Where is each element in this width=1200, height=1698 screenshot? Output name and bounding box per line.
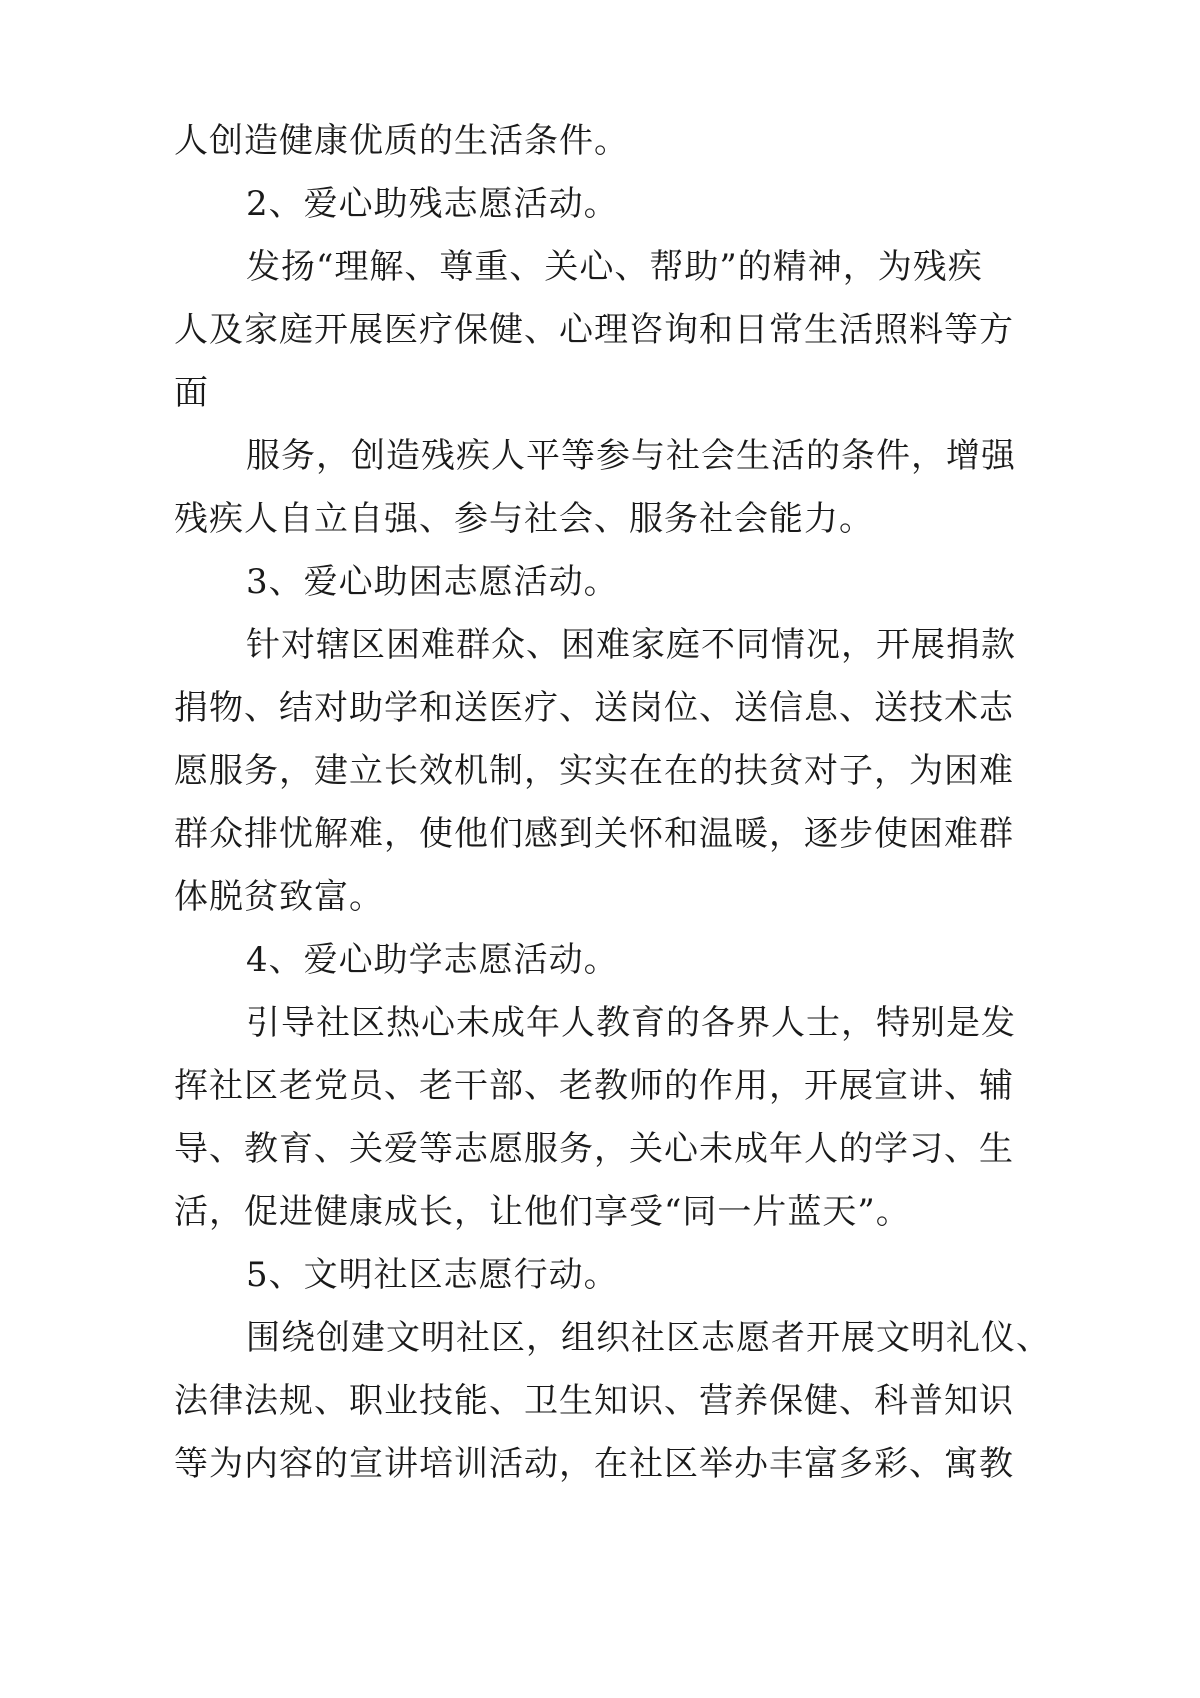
section-heading-3: 3、爱心助困志愿活动。 <box>246 562 619 602</box>
text-line: 人及家庭开展医疗保健、心理咨询和日常生活照料等方 <box>174 310 1014 350</box>
text-line: 等为内容的宣讲培训活动，在社区举办丰富多彩、寓教 <box>174 1444 1014 1484</box>
text-line: 体脱贫致富。 <box>174 877 384 917</box>
text-line: 人创造健康优质的生活条件。 <box>174 121 629 161</box>
text-line: 发扬“理解、尊重、关心、帮助”的精神，为残疾 <box>246 247 983 287</box>
text-line: 导、教育、关爱等志愿服务，关心未成年人的学习、生 <box>174 1129 1014 1169</box>
text-line: 面 <box>174 373 209 413</box>
text-line: 围绕创建文明社区，组织社区志愿者开展文明礼仪、 <box>246 1318 1051 1358</box>
document-body <box>174 110 1064 1496</box>
text-line: 法律法规、职业技能、卫生知识、营养保健、科普知识 <box>174 1381 1014 1421</box>
section-heading-5: 5、文明社区志愿行动。 <box>246 1255 619 1295</box>
section-heading-2: 2、爱心助残志愿活动。 <box>246 184 619 224</box>
text-line: 挥社区老党员、老干部、老教师的作用，开展宣讲、辅 <box>174 1066 1014 1106</box>
text-line: 针对辖区困难群众、困难家庭不同情况，开展捐款 <box>246 625 1016 665</box>
section-heading-4: 4、爱心助学志愿活动。 <box>246 940 619 980</box>
text-line: 服务，创造残疾人平等参与社会生活的条件，增强 <box>246 436 1016 476</box>
text-line: 群众排忧解难，使他们感到关怀和温暖，逐步使困难群 <box>174 814 1014 854</box>
text-line: 引导社区热心未成年人教育的各界人士，特别是发 <box>246 1003 1016 1043</box>
text-line: 活，促进健康成长，让他们享受“同一片蓝天”。 <box>174 1192 911 1232</box>
text-line: 愿服务，建立长效机制，实实在在的扶贫对子，为困难 <box>174 751 1014 791</box>
text-line: 捐物、结对助学和送医疗、送岗位、送信息、送技术志 <box>174 688 1014 728</box>
text-line: 残疾人自立自强、参与社会、服务社会能力。 <box>174 499 874 539</box>
